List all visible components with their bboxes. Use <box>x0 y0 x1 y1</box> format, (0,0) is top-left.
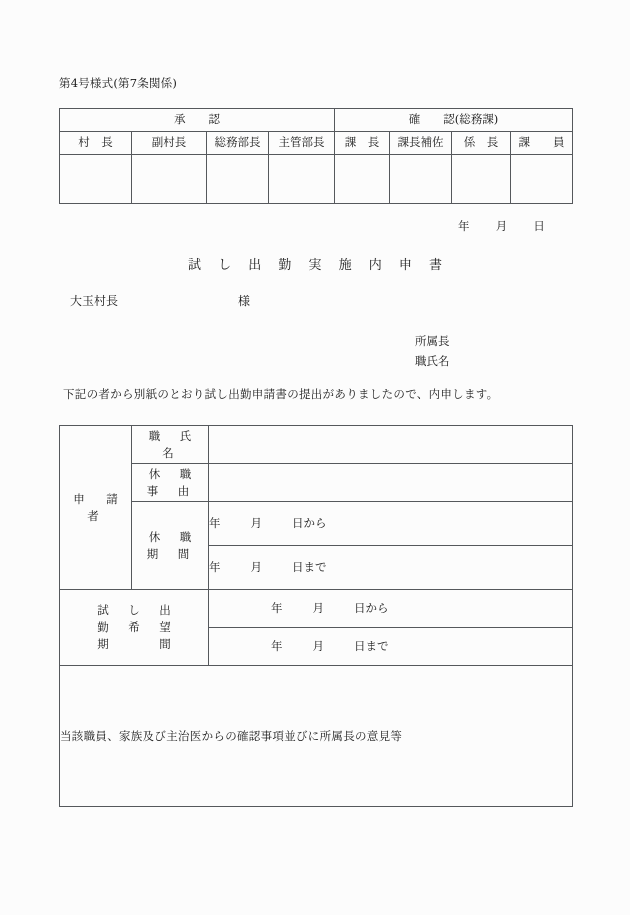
application-details-table <box>59 425 573 807</box>
approval-title-kakarichou: 係 長 <box>452 132 511 155</box>
field-trial-period-from[interactable] <box>209 590 573 628</box>
stamp-cell-fukusonchou[interactable] <box>132 155 207 204</box>
leave-to-day-label: 日まで <box>292 560 327 575</box>
form-number: 第4号様式(第7条関係) <box>59 76 178 90</box>
field-position-and-name[interactable] <box>209 426 573 464</box>
trial-from-month-label: 月 <box>312 601 324 616</box>
approval-title-soumubuchou: 総務部長 <box>207 132 269 155</box>
approval-title-kachouhosa: 課長補佐 <box>390 132 452 155</box>
approval-title-row <box>60 132 573 155</box>
stamp-cell-kachou[interactable] <box>335 155 390 204</box>
approval-title-kachou: 課 長 <box>335 132 390 155</box>
leave-to-year-label: 年 <box>209 560 221 575</box>
stamp-cell-kakarichou[interactable] <box>452 155 511 204</box>
date-day-label: 日 <box>533 219 546 233</box>
signature-position-name: 職氏名 <box>415 354 450 368</box>
trial-label-line-1: 試 し 出 <box>97 603 175 618</box>
stamp-cell-kachouhosa[interactable] <box>390 155 452 204</box>
trial-to-year-label: 年 <box>271 639 283 654</box>
addressee-honorific: 様 <box>238 294 251 308</box>
row-leave-period-from <box>60 502 573 546</box>
leave-from-year-label: 年 <box>209 516 221 531</box>
approval-title-sonchou: 村 長 <box>60 132 132 155</box>
signature-department-head: 所属長 <box>415 334 450 348</box>
trial-label-line-2: 勤 希 望 <box>97 620 175 635</box>
approval-group-header-kakunin: 確 認(総務課) <box>335 109 573 132</box>
approval-title-shukanbuchou: 主管部長 <box>269 132 335 155</box>
trial-to-month-label: 月 <box>312 639 324 654</box>
stamp-cell-kain[interactable] <box>511 155 573 204</box>
approval-title-fukusonchou: 副村長 <box>132 132 207 155</box>
label-position-and-name: 職 氏 名 <box>132 426 209 464</box>
label-trial-work-period <box>60 590 209 666</box>
field-leave-period-from[interactable] <box>209 502 573 546</box>
trial-to-day-label: 日まで <box>354 639 389 654</box>
field-trial-period-to[interactable] <box>209 628 573 666</box>
document-date-line <box>458 218 545 234</box>
addressee-name: 大玉村長 <box>70 294 119 308</box>
stamp-cell-shukanbuchou[interactable] <box>269 155 335 204</box>
trial-from-year-label: 年 <box>271 601 283 616</box>
label-remarks-heading: 当該職員、家族及び主治医からの確認事項並びに所属長の意見等 <box>60 728 403 743</box>
approval-group-header-shonin: 承 認 <box>60 109 335 132</box>
trial-from-day-label: 日から <box>354 601 389 616</box>
approval-table <box>59 108 573 204</box>
label-leave-reason: 休 職 事 由 <box>132 464 209 502</box>
date-year-label: 年 <box>458 219 470 233</box>
field-remarks[interactable] <box>60 666 573 807</box>
stamp-cell-soumubuchou[interactable] <box>207 155 269 204</box>
approval-stamp-row <box>60 155 573 204</box>
row-trial-period-from <box>60 590 573 628</box>
approval-group-row <box>60 109 573 132</box>
trial-label-line-3: 期 間 <box>97 636 175 651</box>
page-title: 試 し 出 勤 実 施 内 申 書 <box>187 258 449 273</box>
leave-to-month-label: 月 <box>250 560 262 575</box>
leave-from-month-label: 月 <box>250 516 262 531</box>
approval-title-kain: 課 員 <box>511 132 573 155</box>
row-applicant-name <box>60 426 573 464</box>
row-remarks <box>60 666 573 807</box>
field-leave-reason[interactable] <box>209 464 573 502</box>
body-paragraph: 下記の者から別紙のとおり試し出勤申請書の提出がありましたので、内申します。 <box>63 387 499 401</box>
leave-from-day-label: 日から <box>292 516 327 531</box>
label-leave-period: 休 職 期 間 <box>132 502 209 590</box>
label-applicant: 申 請 者 <box>60 426 132 590</box>
signature-block <box>415 331 450 371</box>
field-leave-period-to[interactable] <box>209 546 573 590</box>
date-month-label: 月 <box>495 219 508 233</box>
stamp-cell-sonchou[interactable] <box>60 155 132 204</box>
